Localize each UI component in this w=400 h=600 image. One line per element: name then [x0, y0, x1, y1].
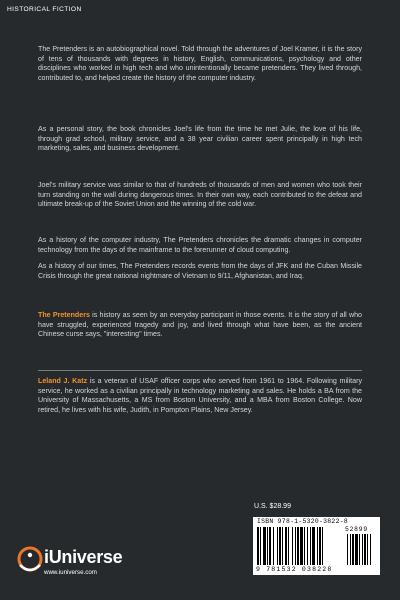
blurb-paragraph-6-text: is history as seen by an everyday participant in those events. It is the story of all who have struggled, experienced tragedy and joy, and lived through what have been, as the ancient Chinese curse says, "interesting" times.	[38, 311, 362, 339]
barcode	[253, 517, 380, 575]
price-label: U.S. $28.99	[254, 503, 291, 510]
publisher-url: www.iuniverse.com	[44, 569, 97, 576]
blurb-paragraph-5: As a history of our times, The Pretenders records events from the days of JFK and the Cuban Missile Crisis through the great national nightmare of Vietnam to 9/11, Afghanistan, and Iraq.	[38, 262, 362, 280]
publisher-logo-icon	[16, 545, 44, 573]
blurb-paragraph-3: Joel's military service was similar to that of hundreds of thousands of men and women who took their turn standing on the wall during dangerous times. In their own way, each contributed to the defeat and ultimate break-up of the Soviet Union and the winning of the cold war.	[38, 181, 362, 209]
section-divider	[38, 370, 362, 371]
blurb-paragraph-2: As a personal story, the book chronicles Joel's life from the time he met Julie, the love of his life, through grad school, military service, and a 38 year civilian career spent principally in high tech marketing, sales, and business development.	[38, 125, 362, 153]
publisher-name: iUniverse	[44, 547, 123, 567]
barcode-number: 9 781532 038228	[256, 566, 333, 573]
genre-label: HISTORICAL FICTION	[7, 6, 82, 13]
publisher-logo	[16, 541, 136, 581]
blurb-paragraph-6	[38, 311, 362, 340]
author-bio-text: is a veteran of USAF officer corps who served from 1961 to 1964. Following military service, he worked as a civilian principally in technology marketing and sales. He holds a BA from the University of Massachusetts, a MS from Boston University, and a MBA from Boston College. Now retired, he lives with his wife, Judith, in Pompton Plains, New Jersey.	[38, 377, 362, 414]
blurb-paragraph-4: As a history of the computer industry, The Pretenders chronicles the dramatic changes in computer technology from the days of the mainframe to the forerunner of cloud computing.	[38, 236, 362, 254]
author-bio	[38, 377, 362, 415]
blurb-paragraph-1: The Pretenders is an autobiographical novel. Told through the adventures of Joel Kramer, it is the story of tens of thousands with degrees in history, English, communications, psychology and other disciplines who worked in high tech and who unintentionally became pretenders. They lived through, contributed to, and helped create the history of the computer industry.	[38, 45, 362, 82]
author-name: Leland J. Katz	[38, 377, 88, 385]
barcode-addon-number: 52899	[345, 526, 368, 533]
isbn-text: ISBN 978-1-5320-3822-8	[257, 518, 348, 525]
title-highlight: The Pretenders	[38, 311, 90, 319]
